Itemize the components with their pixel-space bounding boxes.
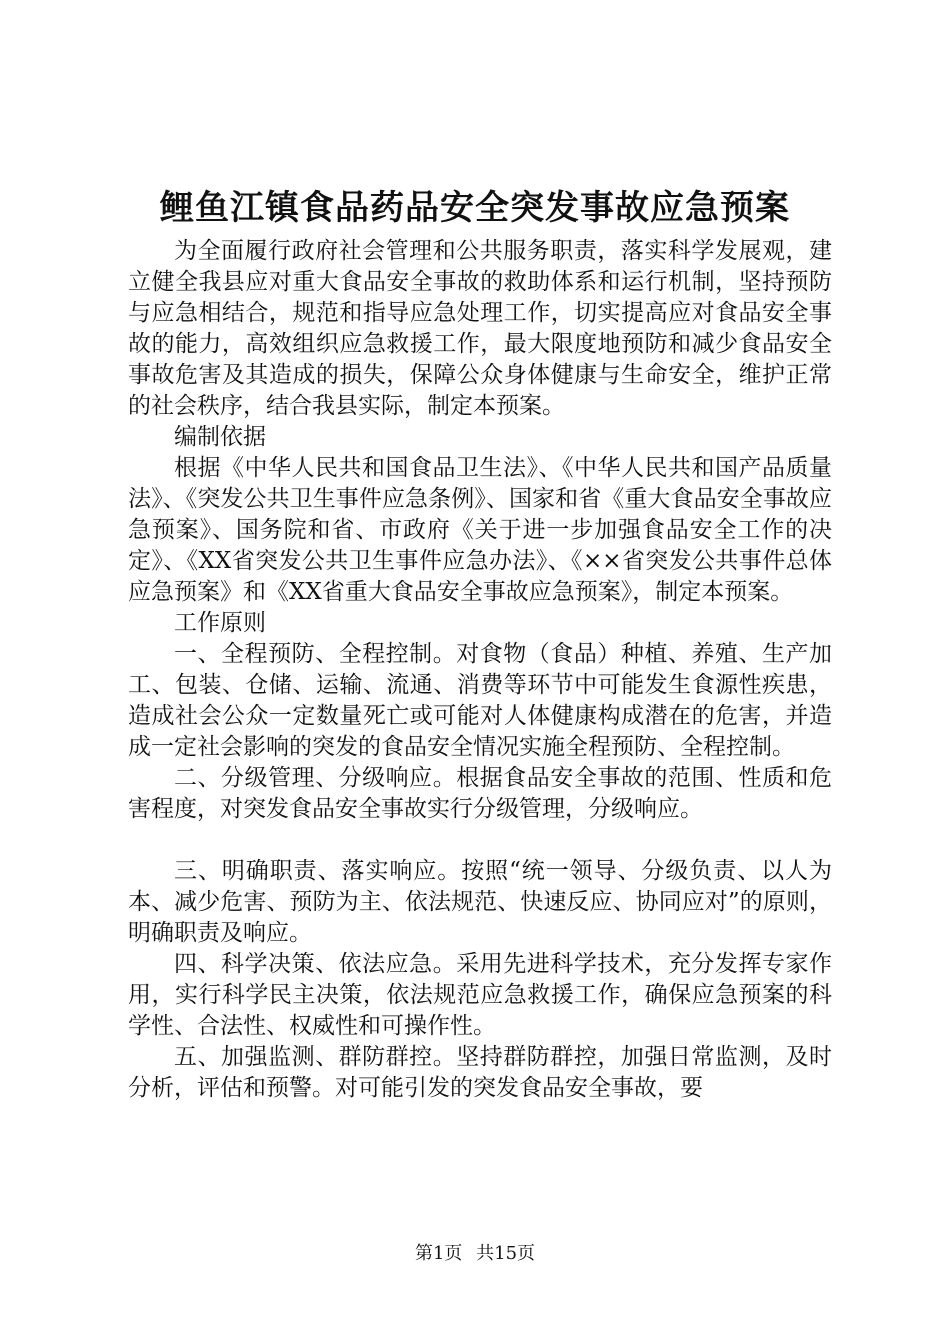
page-number-total: 共15页	[476, 1243, 536, 1264]
document-title: 鲤鱼江镇食品药品安全突发事故应急预案	[160, 188, 790, 228]
section-heading-principles: 工作原则	[174, 610, 266, 636]
paragraph-principle-4: 四、科学决策、依法应急。采用先进科学技术，充分发挥专家作用，实行科学民主决策，依法规范应急救援工作，确保应急预案的科学性、合法性、权威性和可操作性。	[128, 951, 832, 1039]
document-body	[128, 236, 832, 1104]
paragraph-principle-2: 二、分级管理、分级响应。根据食品安全事故的范围、性质和危害程度，对突发食品安全事故实行分级管理，分级响应。	[128, 765, 832, 822]
paragraph-principle-3: 三、明确职责、落实响应。按照“统一领导、分级负责、以人为本、减少危害、预防为主、依法规范、快速反应、协同应对”的原则，明确职责及响应。	[128, 858, 832, 946]
paragraph-principle-5: 五、加强监测、群防群控。坚持群防群控，加强日常监测，及时分析，评估和预警。对可能引发的突发食品安全事故，要	[128, 1044, 832, 1101]
page-footer	[0, 1242, 950, 1266]
section-heading-basis: 编制依据	[174, 424, 266, 450]
paragraph-intro: 为全面履行政府社会管理和公共服务职责，落实科学发展观，建立健全我县应对重大食品安全事故的救助体系和运行机制，坚持预防与应急相结合，规范和指导应急处理工作，切实提高应对食品安全事故的能力，高效组织应急救援工作，最大限度地预防和减少食品安全事故危害及其造成的损失，保障公众身体健康与生命安全，维护正常的社会秩序，结合我县实际，制定本预案。	[128, 238, 832, 419]
page-number-current: 第1页	[414, 1243, 463, 1264]
paragraph-basis: 根据《中华人民共和国食品卫生法》、《中华人民共和国产品质量法》、《突发公共卫生事件应急条例》、国家和省《重大食品安全事故应急预案》、国务院和省、市政府《关于进一步加强食品安全工作的决定》、《XX省突发公共卫生事件应急办法》、《××省突发公共事件总体应急预案》和《XX省重大食品安全事故应急预案》，制定本预案。	[128, 455, 832, 605]
paragraph-principle-1: 一、全程预防、全程控制。对食物（食品）种植、养殖、生产加工、包装、仓储、运输、流通、消费等环节中可能发生食源性疾患，造成社会公众一定数量死亡或可能对人体健康构成潜在的危害，并造成一定社会影响的突发的食品安全情况实施全程预防、全程控制。	[128, 641, 832, 760]
